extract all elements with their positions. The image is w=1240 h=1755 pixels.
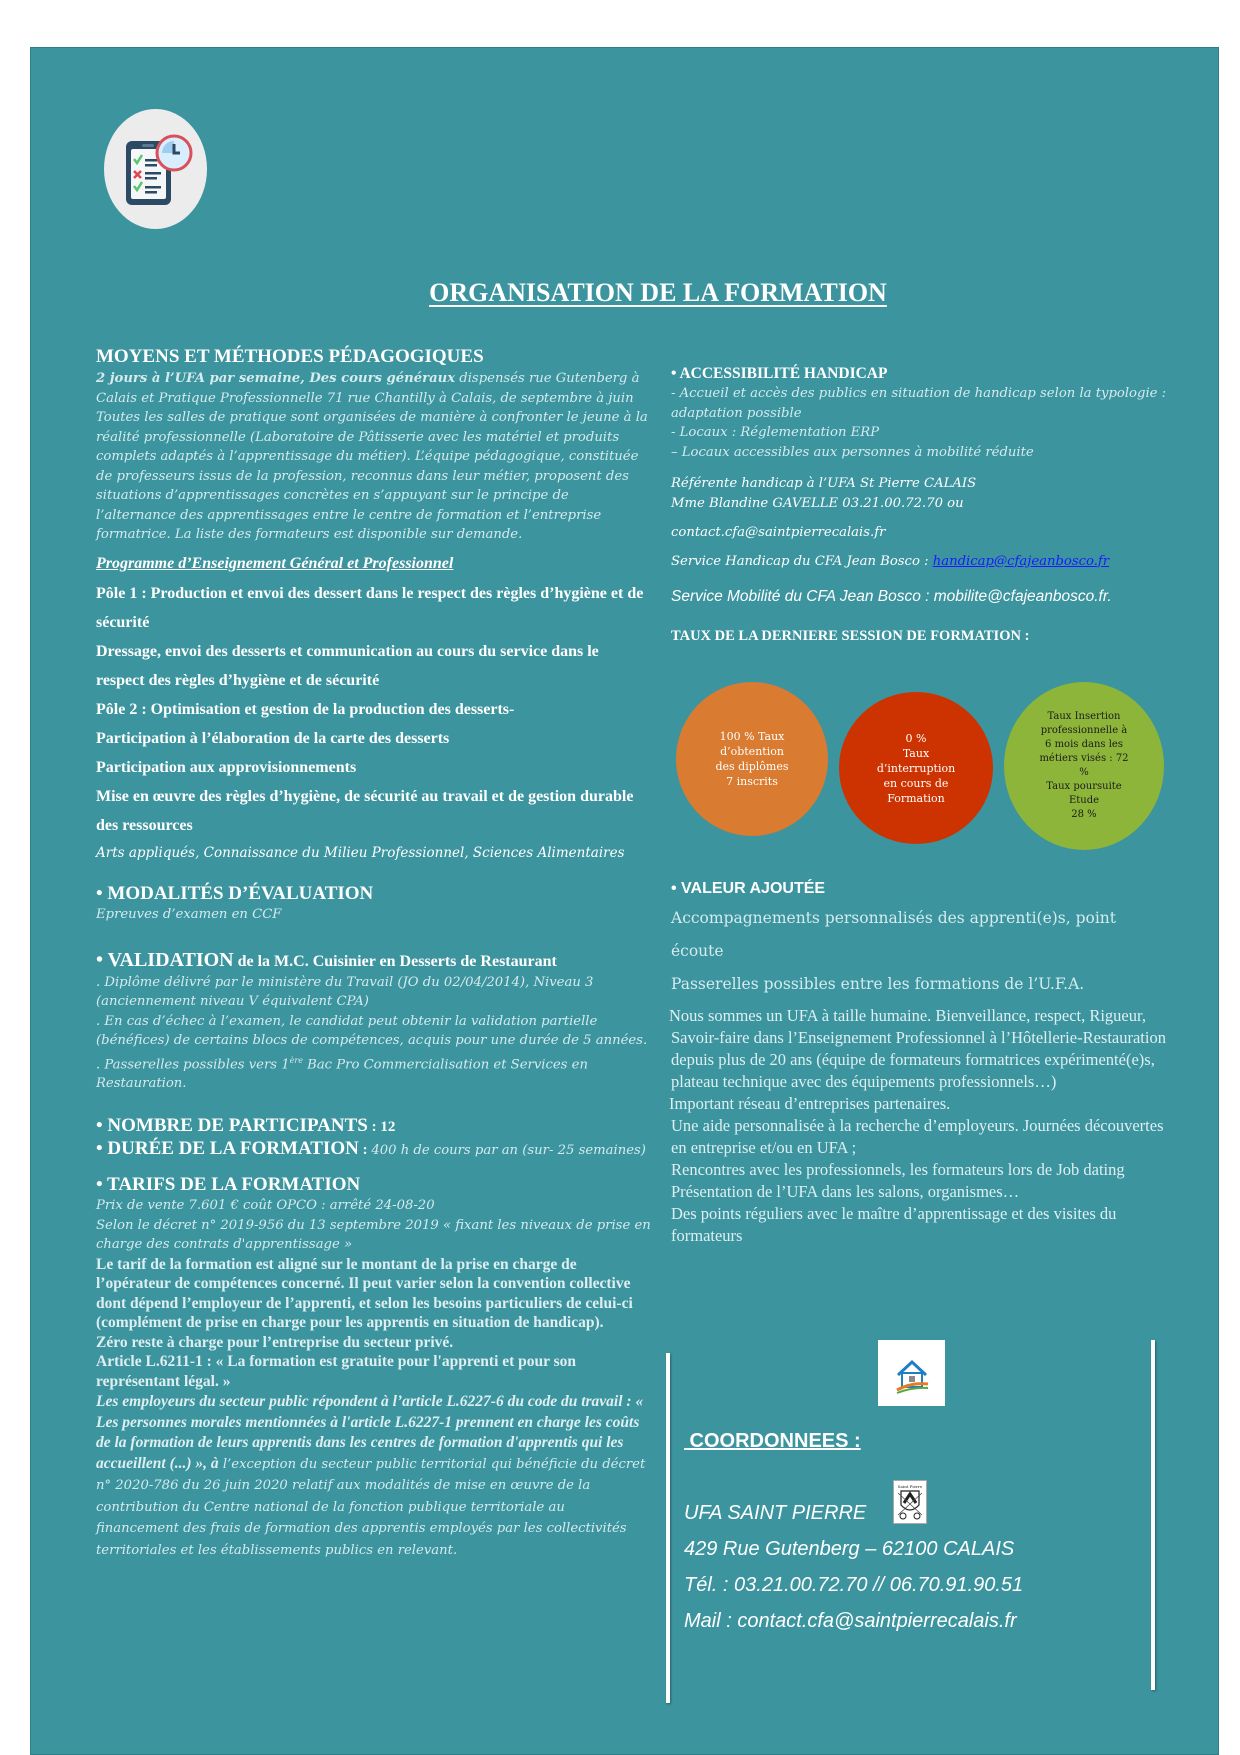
- coord-mail[interactable]: Mail : contact.cfa@saintpierrecalais.fr: [684, 1610, 1017, 1632]
- circle-line: 0 %: [905, 731, 927, 745]
- circle-interruption-text: [877, 731, 955, 806]
- evaluation-heading: • MODALITÉS D’ÉVALUATION: [96, 883, 374, 904]
- valeur-item: Des points réguliers avec le maître d’apprentissage et des visites du formateurs: [671, 1204, 1117, 1245]
- valeur-heading: • VALEUR AJOUTÉE: [671, 880, 826, 897]
- right-column: [671, 364, 1176, 645]
- circle-line: Etude: [1068, 795, 1100, 806]
- coord-address: 429 Rue Gutenberg – 62100 CALAIS: [684, 1538, 1015, 1560]
- passerelle-sup: ère: [289, 1055, 303, 1065]
- tarifs-text: Le tarif de la formation est aligné sur le montant de la prise en charge de l’opérateur de compétences concerné. Il peut varier selon la convention collective dont dépend l’employeur de l’apprenti, et selon les besoins particuliers de celui-ci (complément de prise en charge pour les apprentis en situation de handicap).: [96, 1255, 633, 1332]
- participants: [96, 1114, 651, 1139]
- saint-pierre-crest-icon: [894, 1481, 926, 1523]
- passerelle-post: Bac Pro Commercialisation et Services en Restauration.: [96, 1056, 588, 1092]
- valeur-item: Savoir-faire dans l’Enseignement Professionnel à l’Hôtellerie-Restauration depuis plus de 20 ans (équipe de formateurs formatrices expérimenté(e)s, plateau technique avec des équipements professionnels…): [671, 1028, 1166, 1091]
- left-column: [96, 346, 651, 1560]
- handicap-line: - Locaux : Réglementation ERP: [671, 425, 880, 440]
- handicap-line: – Locaux accessibles aux personnes à mobilité réduite: [671, 444, 1034, 460]
- circle-line: Taux poursuite: [1046, 781, 1122, 792]
- circle-line: métiers visés : 72: [1039, 753, 1129, 764]
- valeur-item: Une aide personnalisée à la recherche d’employeurs. Journées découvertes en entreprise et/ou en UFA ;: [671, 1116, 1164, 1157]
- service-handicap: [671, 552, 1176, 572]
- circle-line: 100 % Taux: [719, 730, 785, 743]
- tarifs-article: Article L.6211-1 : « La formation est gratuite pour l'apprenti et pour son représentant légal. »: [96, 1353, 577, 1390]
- participants-heading: • NOMBRE DE PARTICIPANTS: [96, 1114, 368, 1136]
- circle-line: Taux: [902, 746, 930, 760]
- tarifs-public-bold: Les employeurs du secteur public répondent à l’article L.6227-6 du code du travail : « Les personnes morales mentionnées à l'article L.6227-1 prennent en charge les coûts de la formation de leurs apprentis dans les centres de formation d'apprentis qui les accueillent (...) », à: [96, 1393, 644, 1472]
- handicap-email-link[interactable]: handicap@cfajeanbosco.fr: [932, 553, 1110, 569]
- duree-heading: • DURÉE DE LA FORMATION: [96, 1137, 359, 1159]
- circle-line: d’obtention: [720, 745, 784, 758]
- moyens-lead: 2 jours à l’UFA par semaine, Des cours généraux: [96, 371, 456, 386]
- crest-logo: [893, 1480, 927, 1524]
- page-title-text: ORGANISATION DE LA FORMATION: [429, 278, 887, 307]
- service-mobilite: Service Mobilité du CFA Jean Bosco : mobilite@cfajeanbosco.fr.: [671, 588, 1112, 605]
- moyens-text: [96, 369, 651, 545]
- validation-passerelle: [96, 1051, 651, 1094]
- handicap-line: - Accueil et accès des publics en situation de handicap selon la typologie : adaptation possible: [671, 386, 1167, 421]
- programme-general: Arts appliqués, Connaissance du Milieu Professionnel, Sciences Alimentaires: [96, 844, 625, 861]
- passerelle-pre: . Passerelles possibles vers 1: [96, 1056, 290, 1072]
- referente-line: Référente handicap à l’UFA St Pierre CALAIS: [671, 476, 977, 491]
- valeur-list: [671, 1005, 1171, 1247]
- house-logo-icon: [878, 1340, 945, 1406]
- coord-tel: Tél. : 03.21.00.72.70 // 06.70.91.90.51: [684, 1574, 1024, 1596]
- duree-value: 400 h de cours par an (sur- 25 semaines): [371, 1142, 646, 1158]
- service-handicap-label: Service Handicap du CFA Jean Bosco :: [671, 553, 933, 569]
- circle-line: professionnelle à: [1040, 725, 1128, 736]
- circle-line: 7 inscrits: [726, 775, 778, 788]
- evaluation-text: Epreuves d’examen en CCF: [96, 907, 282, 922]
- moyens-heading: MOYENS ET MÉTHODES PÉDAGOGIQUES: [96, 346, 484, 367]
- circle-line: %: [1079, 767, 1089, 778]
- tarifs-public-rest: l’exception du secteur public territorial qui bénéficie du décret n° 2020-786 du 26 juin 2020 relatif aux modalités de mise en œuvre de la contribution du Centre national de la fonction publique territoriale au financement des frais de formation des apprentis employés par les collectivités territoriales et les établissements publics en relevant.: [96, 1456, 646, 1558]
- tarifs-public: [96, 1391, 651, 1560]
- valeur-item: Présentation de l’UFA dans les salons, organismes…: [671, 1182, 1020, 1201]
- participants-value: : 12: [367, 1118, 396, 1135]
- validation-heading: [96, 949, 651, 973]
- valeur-line: Passerelles possibles entre les formations de l’U.F.A.: [671, 975, 1085, 993]
- contact-email[interactable]: contact.cfa@saintpierrecalais.fr: [671, 525, 886, 540]
- tarifs-decret: Selon le décret n° 2019-956 du 13 septembre 2019 « fixant les niveaux de prise en charge des contrats d'apprentissage »: [96, 1217, 651, 1253]
- circle-obtention: [676, 682, 828, 836]
- validation-heading-sub: de la M.C. Cuisinier en Desserts de Restaurant: [233, 952, 557, 970]
- box-right-border: [1151, 1340, 1155, 1690]
- circle-line: en cours de: [883, 776, 949, 790]
- validation-line: . Diplôme délivré par le ministère du Travail (JO du 02/04/2014), Niveau 3 (anciennement niveau V équivalent CPA): [96, 974, 594, 1009]
- circle-line: 6 mois dans les: [1045, 739, 1123, 750]
- circle-insertion-text: [1039, 710, 1128, 822]
- circle-obtention-text: [715, 729, 788, 789]
- circle-line: Taux Insertion: [1047, 711, 1121, 722]
- circle-insertion: [1004, 682, 1164, 850]
- valeur-line: Accompagnements personnalisés des apprenti(e)s, point écoute: [671, 909, 1117, 960]
- programme-item: Pôle 1 : Production et envoi des dessert dans le respect des règles d’hygiène et de sécurité: [96, 584, 644, 631]
- crest-text: Saint Pierre: [897, 1484, 923, 1489]
- header-icon-circle: [104, 109, 207, 229]
- checklist-clock-icon: [104, 109, 207, 229]
- taux-heading: TAUX DE LA DERNIERE SESSION DE FORMATION :: [671, 628, 1030, 644]
- circle-line: des diplômes: [715, 760, 789, 773]
- programme-item: Dressage, envoi des desserts et communication au cours du service dans le respect des règles d’hygiène et de sécurité: [96, 642, 599, 689]
- duree: [96, 1139, 651, 1161]
- circle-line: Formation: [887, 791, 945, 805]
- tarifs-zero: Zéro reste à charge pour l’entreprise du secteur privé.: [96, 1333, 454, 1351]
- valeur-item: Rencontres avec les professionnels, les formateurs lors de Job dating: [671, 1160, 1125, 1179]
- moyens-body: dispensés rue Gutenberg à Calais et Pratique Professionnelle 71 rue Chantilly à Calais, de septembre à juin Toutes les salles de pratique sont organisées de manière à confronter le jeune à la réalité professionnelle (Laboratoire de Pâtisserie avec les matériel et produits complets adaptés à l’apprentissage du métier). L’équipe pédagogique, constituée de professeurs issus de la profession, reconnus dans leur métier, proposent des situations d’apprentissages concrètes en s’appuyant sur le principe de l’alternance des apprentissages entre le centre de formation et l’entreprise formatrice. La liste des formateurs est disponible sur demande.: [96, 371, 648, 542]
- house-logo: [878, 1340, 945, 1406]
- circle-interruption: [839, 692, 993, 844]
- referente-line: Mme Blandine GAVELLE 03.21.00.72.70 ou: [671, 495, 964, 511]
- duree-sep: :: [358, 1141, 372, 1158]
- programme-item: Mise en œuvre des règles d’hygiène, de sécurité au travail et de gestion durable des ressources: [96, 787, 634, 834]
- coordonnees-heading: COORDONNEES :: [684, 1430, 861, 1452]
- circle-line: d’interruption: [876, 761, 956, 775]
- valeur-section: [671, 880, 1171, 1247]
- programme-item: Participation à l’élaboration de la carte des desserts: [96, 729, 450, 747]
- box-left-border: [666, 1353, 670, 1703]
- validation-line: . En cas d’échec à l’examen, le candidat peut obtenir la validation partielle (bénéfices) de certains blocs de compétences, acquis pour une durée de 5 années.: [96, 1013, 648, 1048]
- page-title: [0, 278, 1240, 308]
- programme-item: Pôle 2 : Optimisation et gestion de la production des desserts-: [96, 700, 515, 718]
- programme-list: [96, 579, 651, 840]
- validation-heading-main: • VALIDATION: [96, 948, 234, 971]
- valeur-item: Important réseau d’entreprises partenaires.: [669, 1094, 951, 1113]
- tarifs-heading: • TARIFS DE LA FORMATION: [96, 1174, 361, 1196]
- tarifs-prix: Prix de vente 7.601 € coût OPCO : arrêté 24-08-20: [96, 1198, 435, 1214]
- valeur-item: Nous sommes un UFA à taille humaine. Bienveillance, respect, Rigueur,: [669, 1006, 1146, 1025]
- handicap-heading: • ACCESSIBILITÉ HANDICAP: [671, 365, 888, 382]
- programme-heading: Programme d’Enseignement Général et Professionnel: [96, 554, 454, 572]
- coord-name: UFA SAINT PIERRE: [684, 1502, 867, 1524]
- programme-item: Participation aux approvisionnements: [96, 758, 357, 776]
- circle-line: 28 %: [1071, 809, 1097, 820]
